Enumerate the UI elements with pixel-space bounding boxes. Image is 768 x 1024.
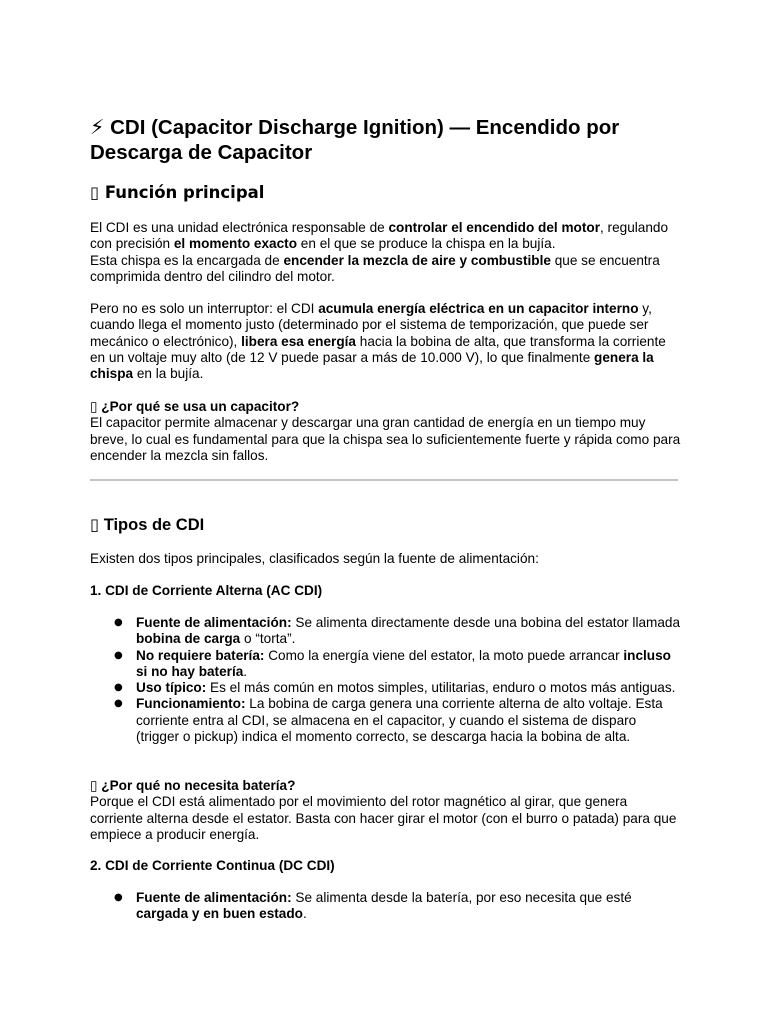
heading-funcion-principal-text: Función principal — [104, 183, 265, 202]
bold-text: el momento exacto — [173, 236, 298, 252]
horizontal-divider — [90, 479, 678, 481]
text-run: . — [302, 906, 307, 922]
list-item — [90, 696, 682, 745]
text-run: . — [243, 663, 248, 679]
bold-text: No requiere batería: — [136, 647, 265, 663]
bold-text: libera esa energía — [241, 333, 356, 349]
missing-glyph-icon: ▯ — [90, 778, 98, 794]
heading-tipos-cdi — [90, 515, 204, 535]
bold-text: incluso si no hay batería — [136, 647, 671, 679]
bold-text: genera la chispa — [90, 349, 654, 382]
heading-funcion-principal — [90, 183, 264, 203]
lightning-icon: ⚡ — [90, 115, 105, 139]
text-run: Como la energía viene del estator, la moto puede arrancar — [264, 647, 624, 663]
list-dc-cdi — [90, 890, 682, 923]
note-capacitor-title-text: ¿Por qué se usa un capacitor? — [101, 399, 300, 414]
text-run: , regulando con precisión — [90, 220, 669, 252]
text-run: Pero no es solo un interruptor: el CDI — [90, 301, 319, 316]
note-bateria-title-text: ¿Por qué no necesita batería? — [101, 778, 296, 793]
text-run: El CDI es una unidad electrónica responsable de — [90, 220, 389, 235]
page-title-text: CDI (Capacitor Discharge Ignition) — Encendido por Descarga de Capacitor — [90, 116, 620, 164]
bold-text: Uso típico: — [136, 680, 207, 696]
heading-tipos-cdi-text: Tipos de CDI — [103, 516, 205, 534]
bold-text: acumula energía eléctrica en un capacitor interno — [318, 301, 639, 316]
list-item — [90, 680, 682, 696]
bold-text: bobina de carga — [136, 631, 241, 647]
note-bateria-text: Porque el CDI está alimentado por el movimiento del rotor magnético al girar, que genera corriente alterna desde el estator. Basta con hacer girar el motor (con el burro o patada) para que empiece a producir energía. — [90, 794, 677, 842]
note-bateria — [90, 778, 682, 843]
subheading-dc-cdi: 2. CDI de Corriente Continua (DC CDI) — [90, 858, 335, 873]
text-run: Esta chispa es la encargada de — [90, 252, 284, 268]
paragraph-tipos-intro: Existen dos tipos principales, clasificados según la fuente de alimentación: — [90, 551, 539, 566]
paragraph-capacitor — [90, 301, 682, 382]
text-run: La bobina de carga genera una corriente alterna de alto voltaje. Esta corriente entra al CDI, se almacena en el capacitor, y cuando el sistema de disparo (trigger o pickup) indica el momento correcto, se descarga hacia la bobina de alta. — [136, 696, 663, 745]
bold-text: Fuente de alimentación: — [136, 615, 292, 630]
text-run: que se encuentra comprimida dentro del cilindro del motor. — [90, 252, 660, 284]
text-run: Se alimenta directamente desde una bobina del estator llamada — [291, 615, 681, 630]
text-run: Es el más común en motos simples, utilitarias, enduro o motos más antiguas. — [206, 680, 676, 696]
note-bateria-title — [90, 778, 682, 794]
list-ac-cdi — [90, 615, 682, 745]
bold-text: encender la mezcla de aire y combustible — [283, 252, 551, 268]
bold-text: cargada y en buen estado — [136, 906, 303, 922]
list-item — [90, 648, 682, 681]
bold-text: Fuente de alimentación: — [136, 890, 292, 905]
text-run: o “torta”. — [240, 631, 296, 647]
text-run: en la bujía. — [133, 366, 204, 382]
subheading-ac-cdi: 1. CDI de Corriente Alterna (AC CDI) — [90, 583, 323, 598]
note-capacitor-text: El capacitor permite almacenar y descargar una gran cantidad de energía en un tiempo muy breve, lo cual es fundamental para que la chispa sea lo suficientemente fuerte y rápida como para encender la mezcla sin fallos. — [90, 415, 681, 463]
list-item — [90, 615, 682, 648]
bold-text: Funcionamiento: — [136, 696, 246, 712]
missing-glyph-icon: ▯ — [90, 183, 100, 202]
text-run: Se alimenta desde la batería, por eso necesita que esté — [291, 890, 632, 905]
paragraph-intro-line1 — [90, 220, 682, 253]
bold-text: controlar el encendido del motor — [388, 220, 600, 235]
text-run: hacia la bobina de alta, que transforma la corriente en un voltaje muy alto (de 12 V puede pasar a más de 10.000 V), lo que finalmente — [90, 333, 666, 365]
text-run: en el que se produce la chispa en la bujía. — [297, 236, 556, 252]
list-item — [90, 890, 682, 923]
missing-glyph-icon: ▯ — [90, 399, 98, 415]
note-capacitor — [90, 399, 682, 464]
text-run: y, cuando llega el momento justo (determinado por el sistema de temporización, que puede ser mecánico o electrónico), — [90, 301, 652, 349]
paragraph-intro-line2 — [90, 253, 682, 286]
note-capacitor-title — [90, 399, 682, 415]
missing-glyph-icon: ▯ — [90, 515, 100, 534]
paragraph-intro — [90, 220, 682, 285]
page-title — [90, 115, 690, 165]
